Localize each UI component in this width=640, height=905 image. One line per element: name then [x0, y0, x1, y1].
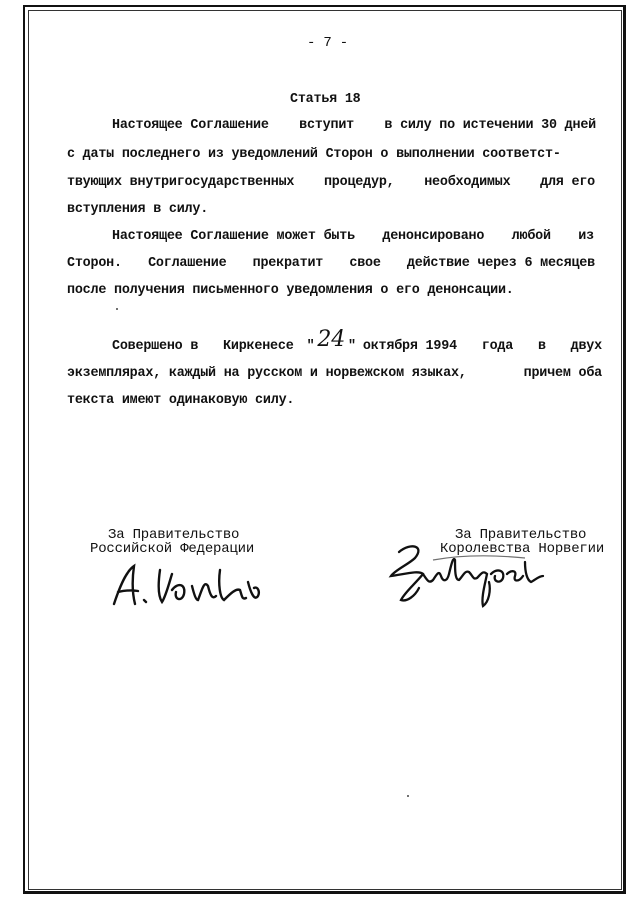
p3-l1-f: двух — [570, 339, 602, 354]
paragraph1-line3 — [67, 175, 595, 190]
signature-left — [108, 560, 268, 610]
p2-l2-e: действие через 6 месяцев — [406, 256, 595, 271]
paragraph1-line2: с даты последнего из уведомлений Сторон о выполнении соответст- — [67, 147, 561, 162]
paragraph1-line4: вступления в силу. — [67, 202, 209, 217]
paragraph3-line2 — [67, 366, 602, 381]
signature-right — [385, 540, 555, 625]
p3-l2-a: экземплярах, каждый на русском и норвежском языках, — [67, 366, 467, 381]
p3-l1-d: года — [481, 339, 514, 354]
p2-l1-c: любой — [511, 229, 551, 244]
paragraph3-line1 — [112, 327, 602, 354]
p3-l1-b: Киркенесе — [223, 339, 294, 354]
paragraph2-line3: после получения письменного уведомления о его денонсации. — [67, 283, 514, 298]
p1-l1-b: вступит — [299, 118, 354, 133]
article-heading: Статья 18 — [290, 92, 361, 107]
p1-l1-a: Настоящее Соглашение — [112, 118, 269, 133]
p1-l3-b: процедур, — [323, 175, 395, 190]
p2-l1-d: из — [578, 229, 594, 244]
page-border-inner — [28, 10, 622, 890]
p1-l3-c: необходимых — [424, 175, 511, 190]
speck — [407, 795, 409, 797]
sig-left-line2: Российской Федерации — [90, 541, 255, 557]
p2-l2-b: Соглашение — [148, 256, 227, 271]
p3-l1-date — [223, 327, 457, 354]
p2-l2-a: Сторон. — [67, 256, 122, 271]
p3-l1-quote-close: " — [348, 339, 356, 354]
p2-l1-a: Настоящее Соглашение может быть — [112, 229, 355, 244]
paragraph2-line2 — [67, 256, 595, 271]
paragraph2-line1 — [112, 229, 594, 244]
p2-l1-b: денонсировано — [382, 229, 485, 244]
paragraph3-line3: текста имеют одинаковую силу. — [67, 393, 295, 408]
p3-l1-a: Совершено в — [112, 339, 199, 354]
page-number: - 7 - — [307, 35, 349, 51]
p2-l2-c: прекратит — [252, 256, 324, 271]
p3-l1-e: в — [537, 339, 546, 354]
paragraph1-line1 — [112, 118, 596, 133]
sig-right-line1: За Правительство — [455, 527, 587, 543]
p2-l2-d: свое — [349, 256, 381, 271]
sig-left-line1: За Правительство — [108, 527, 240, 543]
p3-l2-b: причем оба — [523, 366, 602, 381]
sig-right-line2: Королевства Норвегии — [440, 541, 605, 557]
handwritten-day: 24 — [317, 327, 346, 352]
p1-l3-d: для его — [540, 175, 595, 190]
speck — [116, 308, 118, 310]
p1-l1-c: в силу по истечении 30 дней — [384, 118, 596, 133]
p3-l1-quote-open: " — [306, 339, 315, 354]
p1-l3-a: твующих внутригосударственных — [67, 175, 295, 190]
p3-l1-c: октября 1994 — [362, 339, 457, 354]
